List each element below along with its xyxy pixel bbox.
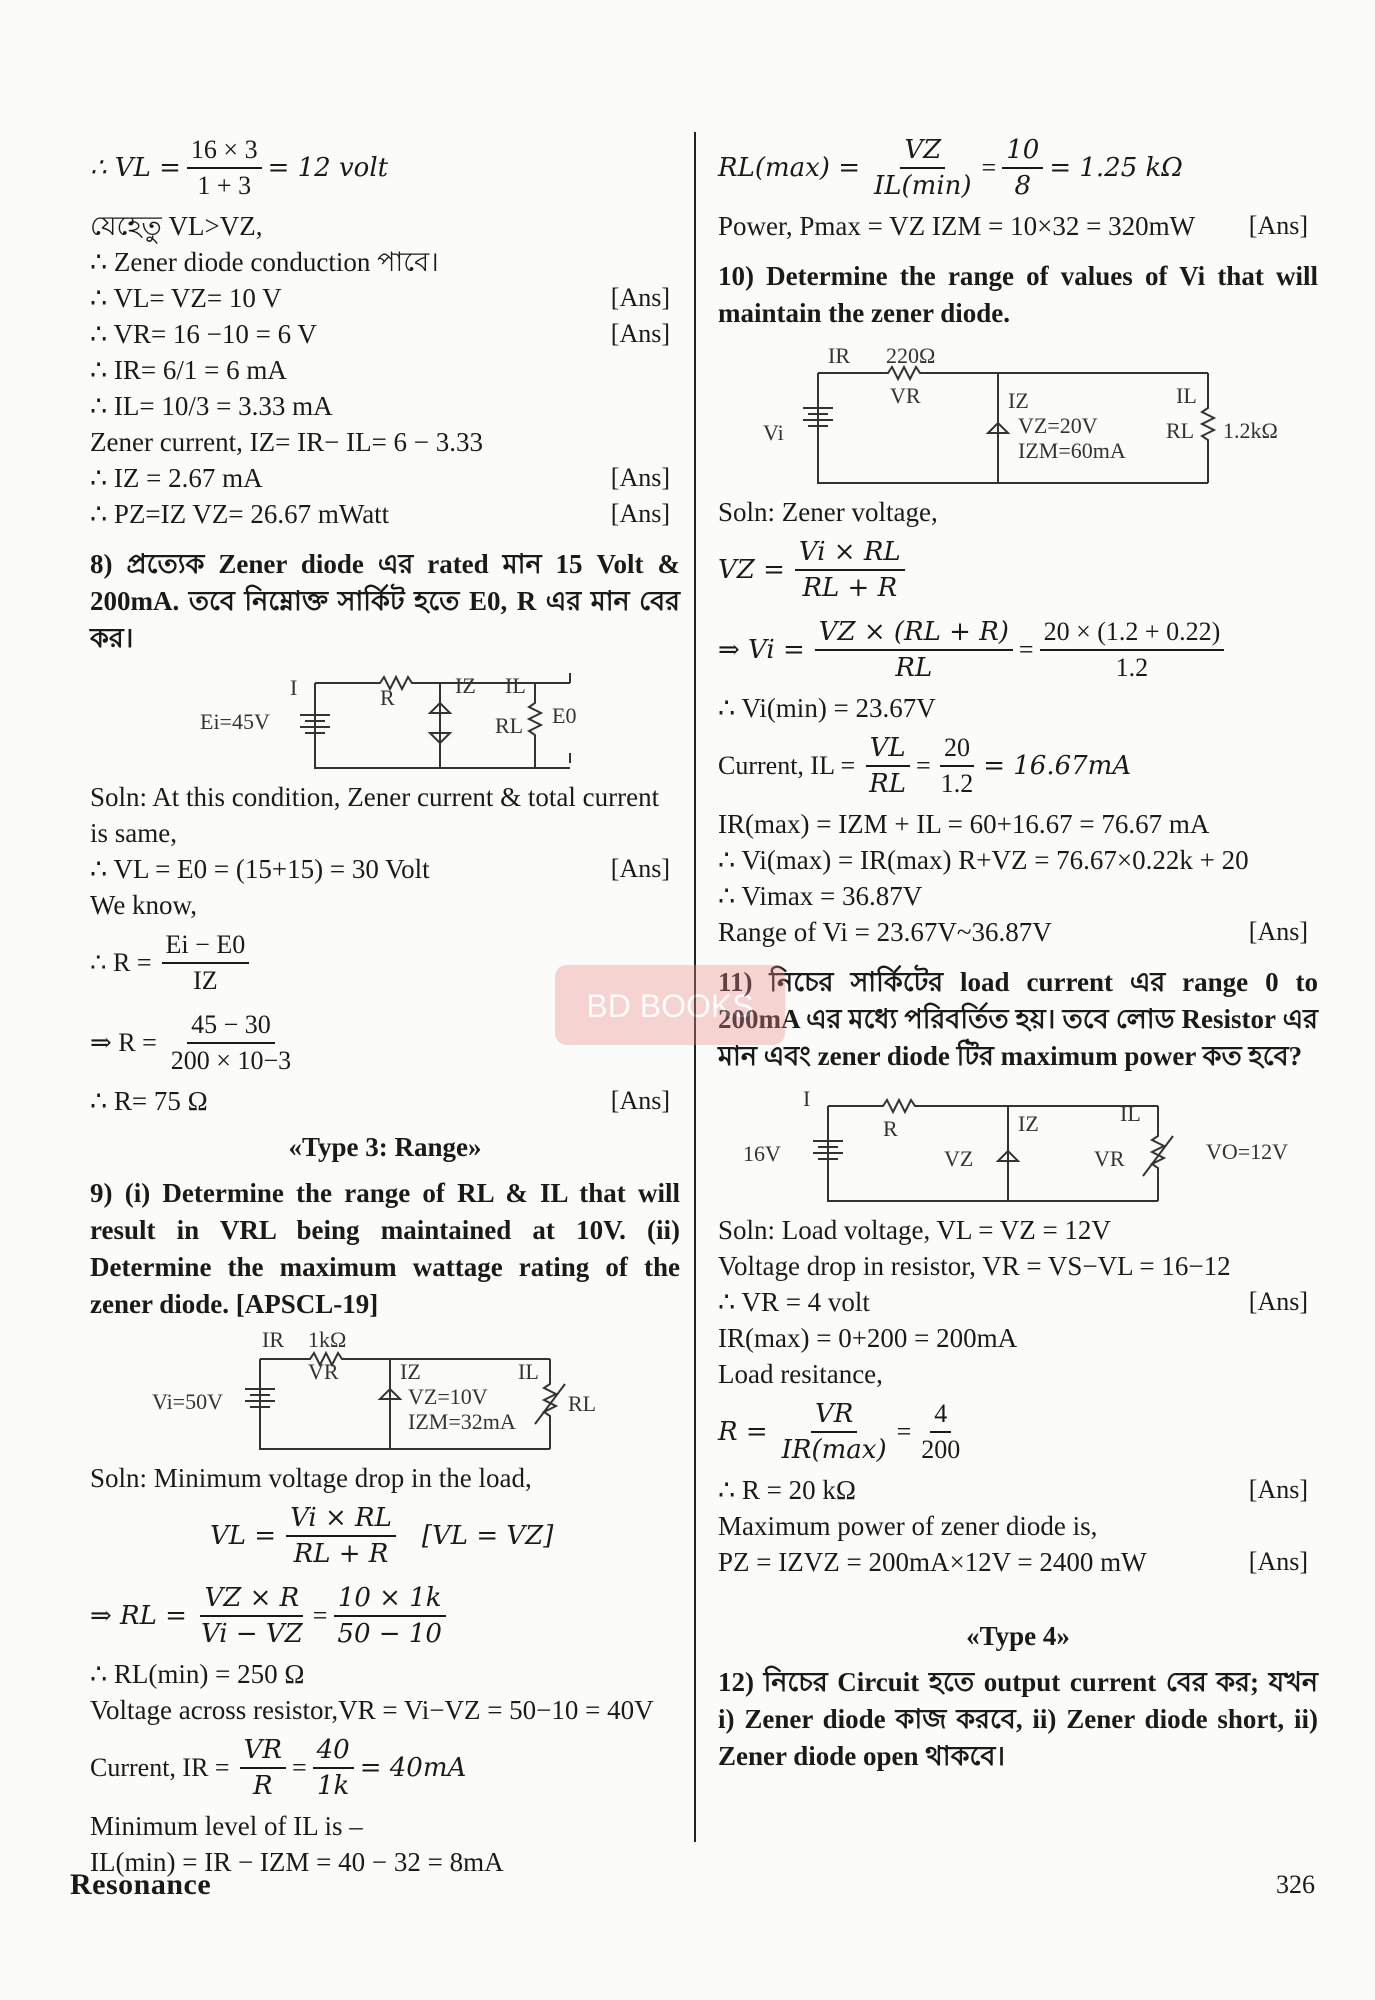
circuit-diagram-q8 [90,663,680,773]
circuit-diagram-q9 [90,1329,680,1454]
answer-line: Range of Vi = 23.67V~36.87V [Ans] [718,917,1308,947]
eq-ir: Current, IR = $\frac{VR}{R}$ = $\frac{40}{1k}$ = 40mA [90,1735,467,1801]
svg-text:IZ: IZ [1008,388,1029,413]
svg-text:VZ=10V: VZ=10V [408,1384,488,1409]
text-line: Voltage drop in resistor, VR = VS−VL = 16−12 [718,1251,1231,1281]
svg-text:IR: IR [828,343,850,368]
svg-text:1.2kΩ: 1.2kΩ [1223,418,1278,443]
eq-r: ∴ R = $\frac{Ei - E0}{IZ}$ [90,923,680,1003]
section-heading: «Type 4» [966,1621,1070,1651]
question-10: 10) Determine the range of values of Vi that will maintain the zener diode. [718,261,1318,328]
svg-text:I: I [290,675,298,700]
fraction: $\frac{VZ \times R}{Vi - VZ}$ [200,1583,303,1649]
fraction: $\frac{Vi \times RL}{RL + R}$ [286,1501,396,1571]
svg-text:Vi: Vi [763,420,784,445]
text-line: Voltage across resistor,VR = Vi−VZ = 50−10 = 40V [90,1695,654,1725]
text-line: Zener current, IZ= IR− IL= 6 − 3.33 [90,427,484,457]
svg-text:1kΩ: 1kΩ [308,1329,347,1352]
page-number: 326 [1276,1870,1315,1899]
svg-text:RL: RL [1166,418,1195,443]
eq-vz: VZ = $\frac{Vi \times RL}{RL + R}$ [718,530,1318,610]
fraction: $\frac{45 - 30}{200 \times 10-3}$ [170,1010,292,1075]
svg-text:IL: IL [518,1359,539,1384]
fraction: $\frac{VZ \times (RL + R)}{RL}$ [815,615,1013,685]
eq-vl-load: VL = $\frac{Vi \times RL}{RL + R}$ [VL = VZ] [210,1503,554,1569]
publisher-logo: Resonance [70,1868,212,1901]
fraction: $\frac{16 \times 3}{1 + 3}$ [187,133,262,203]
svg-text:IZ: IZ [1018,1111,1039,1136]
fraction: $\frac{40}{1k}$ [313,1733,354,1803]
answer-line: Power, Pmax = VZ IZM = 10×32 = 320mW [Ans] [718,211,1308,241]
text-line: ∴ RL(min) = 250 Ω [90,1659,305,1689]
question-11: 11) নিচের সার্কিটের load current এর range 0 to 200mA এর মধ্যে পরিবর্তিত হয়। তবে লোড Resistor এর মান এবং zener diode টির maximum power কত হবে? [718,967,1318,1071]
text-line: ∴ IR= 6/1 = 6 mA [90,355,287,385]
eq-r-value: ⇒ R = $\frac{45 - 30}{200 \times 10-3}$ [90,1003,680,1083]
eq-rl-max: RL(max) = $\frac{VZ}{IL(\min)}$ = $\frac{10}{8}$ = 1.25 kΩ [718,135,1183,201]
answer-line: ∴ VL= VZ= 10 V [Ans] [90,283,670,313]
fraction: $\frac{10 \times 1k}{50 - 10}$ [333,1581,445,1651]
circuit-diagram-q10 [718,338,1318,488]
text-line: We know, [90,890,198,920]
text-line: Soln: Minimum voltage drop in the load, [90,1463,532,1493]
svg-text:IZM=60mA: IZM=60mA [1018,438,1126,463]
fraction: $\frac{VR}{IR(\max)}$ [781,1399,887,1465]
section-heading: «Type 3: Range» [288,1132,482,1162]
svg-text:VO=12V: VO=12V [1206,1139,1289,1164]
question-9: 9) (i) Determine the range of RL & IL that will result in VRL being maintained at 10V. (ii) Determine the maximum wattage rating of the zener diode. [APSCL-19] [90,1178,680,1319]
svg-text:IZ: IZ [400,1359,421,1384]
svg-text:IR: IR [262,1329,284,1352]
text-line: ∴ IL= 10/3 = 3.33 mA [90,391,333,421]
svg-text:I: I [803,1086,811,1111]
svg-text:VR: VR [890,383,921,408]
text-line: ∴ Zener diode conduction পাবে। [90,247,439,277]
answer-line: PZ = IZVZ = 200mA×12V = 2400 mW [Ans] [718,1547,1308,1577]
svg-text:BD BOOKS: BD BOOKS [586,988,754,1024]
svg-text:R: R [380,685,395,710]
svg-text:Ei=45V: Ei=45V [200,709,270,734]
svg-text:220Ω: 220Ω [886,343,936,368]
text-line: যেহেতু VL>VZ, [90,211,263,241]
eq-il: Current, IL = $\frac{VL}{RL}$ = $\frac{20}{1.2}$ = 16.67mA [718,733,1132,799]
svg-text:E0: E0 [552,703,577,728]
fraction: $\frac{20 \times (1.2 + 0.22)}{1.2}$ [1040,615,1225,685]
svg-text:IL: IL [1120,1101,1141,1126]
svg-text:IZM=32mA: IZM=32mA [408,1409,516,1434]
eq-vi: ⇒ Vi = $\frac{VZ \times (RL + R)}{RL}$ = $\frac{20 \times (1.2 + 0.22)}{1.2}$ [718,610,1318,690]
bdbooks-watermark [545,955,795,1055]
eq-vl: ∴ V L = $\frac{16 \times 3}{1 + 3}$ = 12 volt [90,128,680,208]
circuit-diagram-q11 [718,1081,1318,1206]
text-line: Soln: Load voltage, VL = VZ = 12V [718,1215,1111,1245]
text-line: Minimum level of IL is – [90,1811,363,1841]
svg-text:IL: IL [505,673,526,698]
answer-line: ∴ VR= 16 −10 = 6 V [Ans] [90,319,670,349]
svg-text:R: R [883,1116,898,1141]
svg-text:Vi=50V: Vi=50V [152,1389,223,1414]
answer-line: ∴ R= 75 Ω [Ans] [90,1086,670,1116]
answer-line: ∴ VR = 4 volt [Ans] [718,1287,1308,1317]
answer-line: ∴ IZ = 2.67 mA [Ans] [90,463,670,493]
svg-text:VZ: VZ [944,1146,974,1171]
fraction: $\frac{VZ}{IL(\min)}$ [874,135,972,201]
svg-text:VZ=20V: VZ=20V [1018,413,1098,438]
fraction: $\frac{Ei - E0}{IZ}$ [162,928,250,998]
svg-text:IZ: IZ [455,673,476,698]
answer-line: ∴ R = 20 kΩ [Ans] [718,1475,1308,1505]
text-line: Soln: Zener voltage, [718,497,938,527]
eq-r-load: R = $\frac{VR}{IR(\max)}$ = $\frac{4}{200}$ [718,1392,1318,1472]
text-line: Soln: At this condition, Zener current & total current is same, [90,782,660,848]
fraction: $\frac{10}{8}$ [1002,133,1043,203]
svg-text:VR: VR [308,1359,339,1384]
fraction: $\frac{4}{200}$ [921,1399,961,1464]
text-line: Maximum power of zener diode is, [718,1511,1098,1541]
text-line: ∴ Vimax = 36.87V [718,881,923,911]
fraction: $\frac{VL}{RL}$ [865,731,910,801]
text-line: IL(min) = IR − IZM = 40 − 32 = 8mA [90,1847,504,1877]
fraction: $\frac{Vi \times RL}{RL + R}$ [795,535,905,605]
question-12: 12) নিচের Circuit হতে output current বের কর; যখন i) Zener diode কাজ করবে, ii) Zener diode short, ii) Zener diode open থাকবে। [718,1667,1318,1771]
fraction: $\frac{20}{1.2}$ [940,733,974,798]
right-column [718,128,1318,1775]
text-line: Load resitance, [718,1359,883,1389]
question-8: 8) প্রত্যেক Zener diode এর rated মান 15 Volt & 200mA. তবে নিম্নোক্ত সার্কিট হতে E0, R এর মান বের কর। [90,549,680,653]
eq-rl: ⇒ RL = $\frac{VZ \times R}{Vi - VZ}$ = $\frac{10 \times 1k}{50 - 10}$ [90,1576,680,1656]
svg-text:VR: VR [1094,1146,1125,1171]
svg-text:RL: RL [495,713,524,738]
answer-line: ∴ PZ=IZ VZ= 26.67 mWatt [Ans] [90,499,670,529]
text-line: ∴ Vi(max) = IR(max) R+VZ = 76.67×0.22k + 20 [718,845,1249,875]
text-line: IR(max) = IZM + IL = 60+16.67 = 76.67 mA [718,809,1210,839]
svg-text:RL: RL [568,1391,597,1416]
text-line: IR(max) = 0+200 = 200mA [718,1323,1018,1353]
text-line: ∴ Vi(min) = 23.67V [718,693,936,723]
answer-line: ∴ VL = E0 = (15+15) = 30 Volt [Ans] [90,854,670,884]
svg-text:IL: IL [1176,383,1197,408]
svg-text:16V: 16V [743,1141,781,1166]
fraction: $\frac{VR}{R}$ [240,1733,286,1803]
